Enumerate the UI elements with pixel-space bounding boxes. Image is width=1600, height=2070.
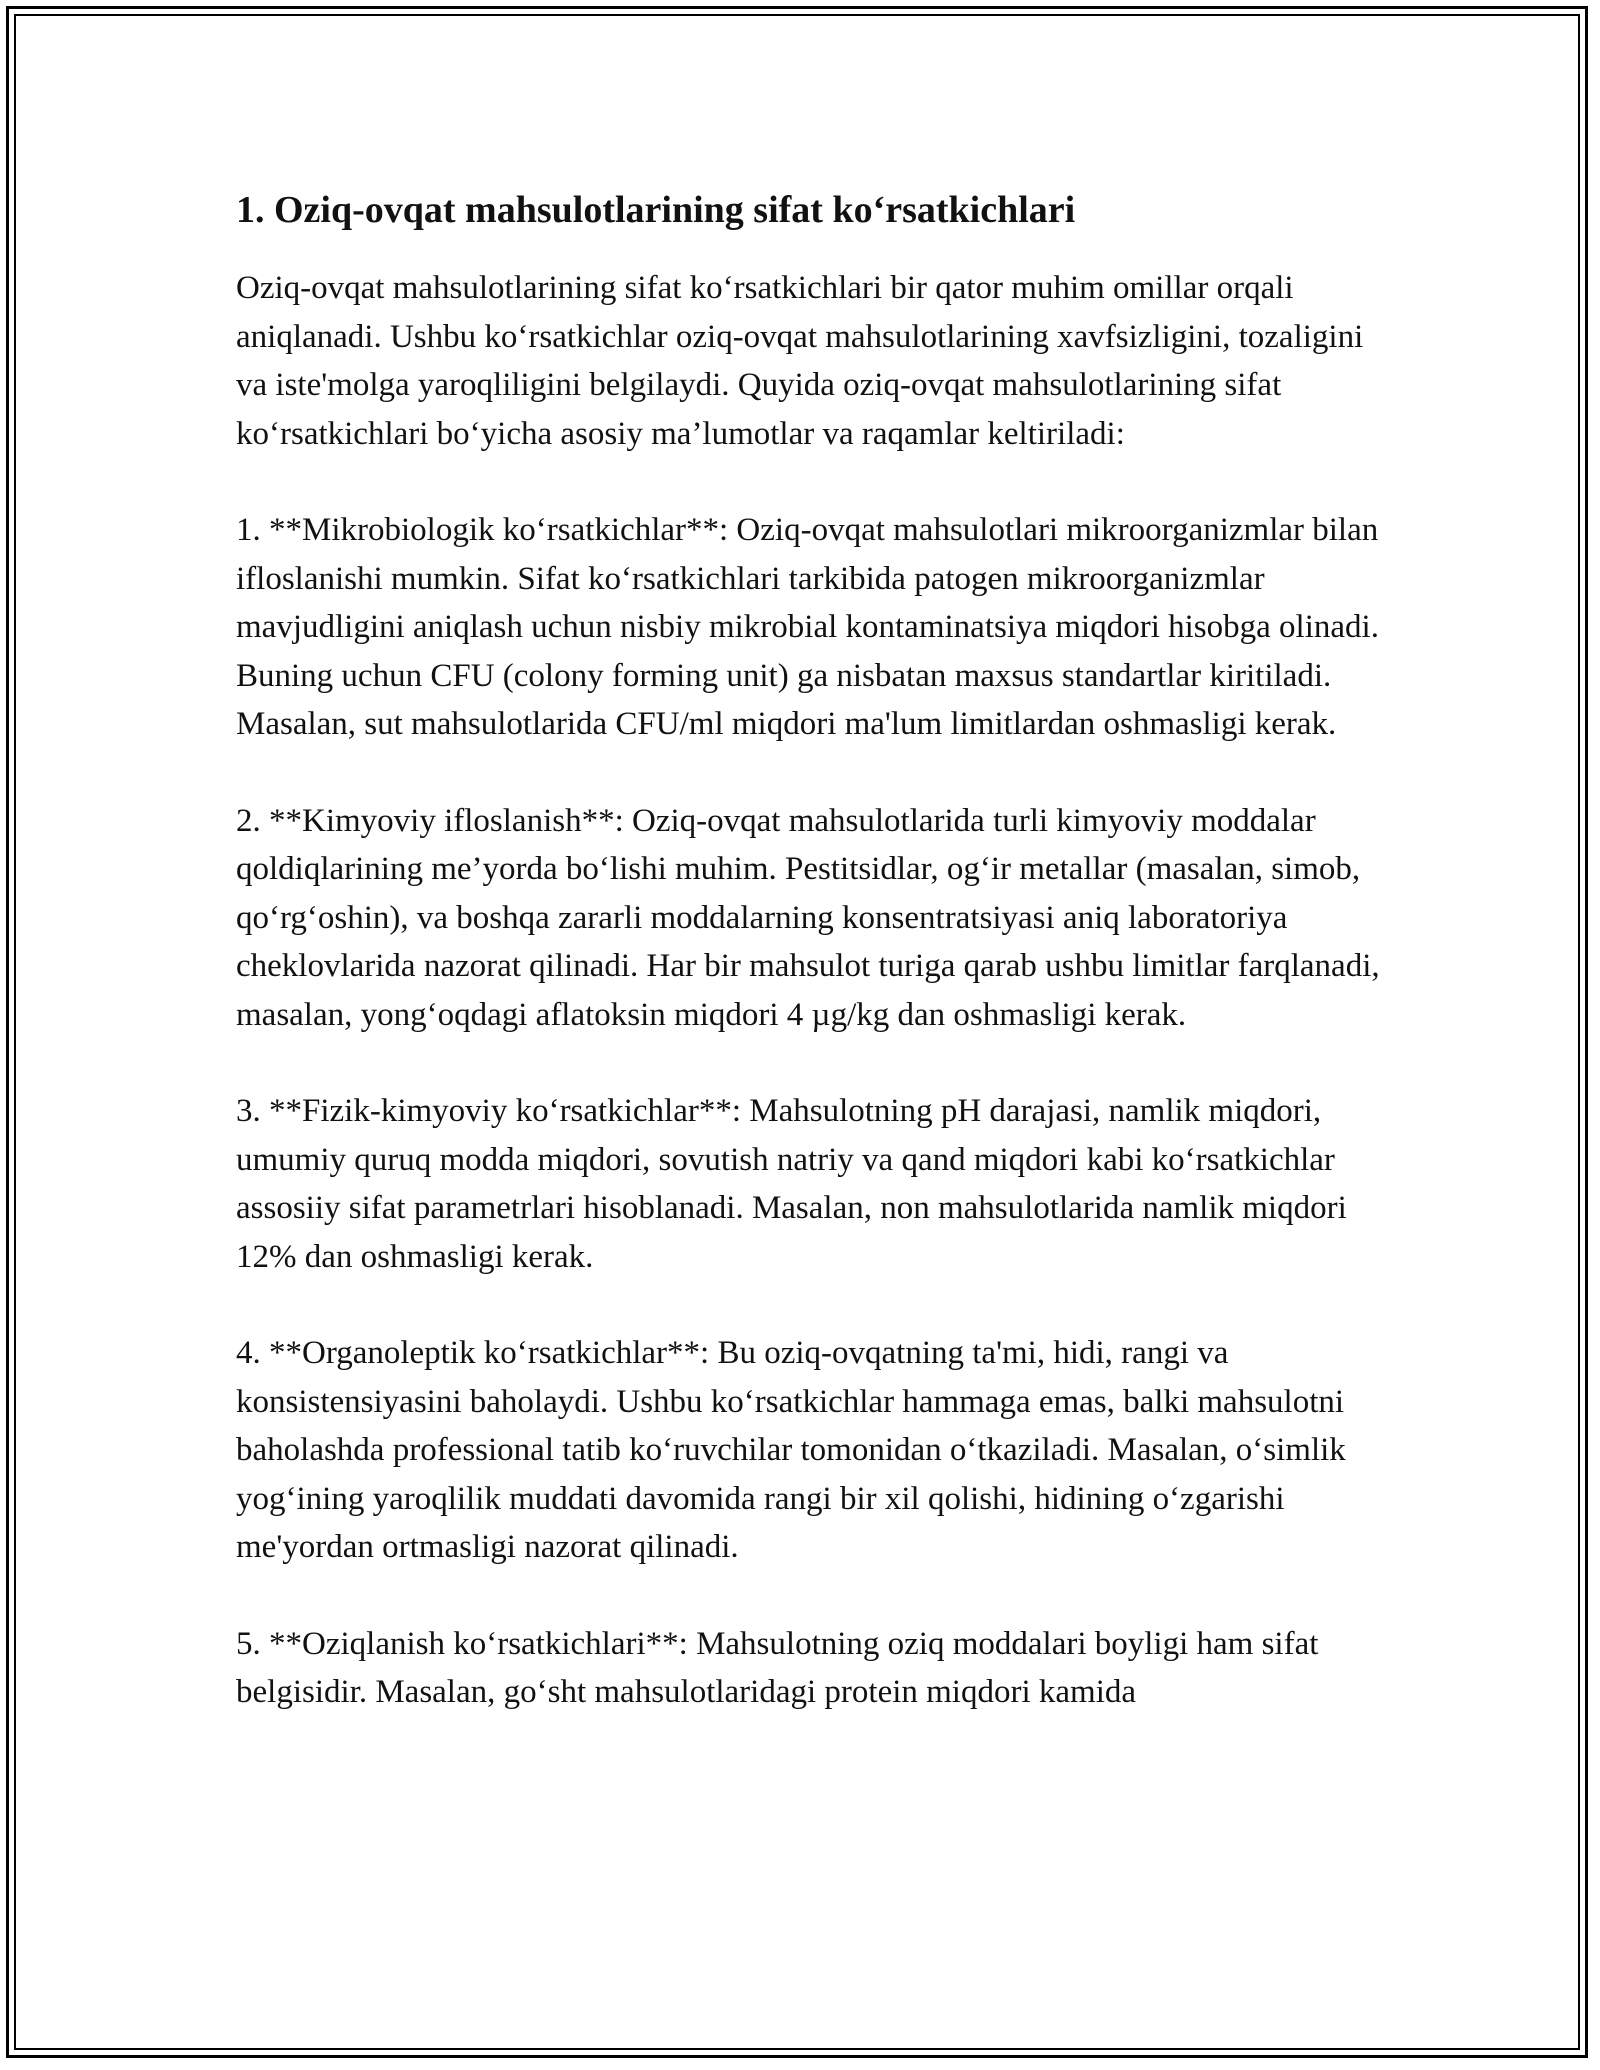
paragraph-microbiological: 1. **Mikrobiologik ko‘rsatkichlar**: Oziq-ovqat mahsulotlari mikroorganizmlar bilan ifloslanishi mumkin. Sifat ko‘rsatkichlari tarkibida patogen mikroorganizmlar mavjudligini aniqlash uchun nisbiy mikrobial kontaminatsiya miqdori hisobga olinadi. Buning uchun CFU (colony forming unit) ga nisbatan maxsus standartlar kiritiladi. Masalan, sut mahsulotlarida CFU/ml miqdori ma'lum limitlardan oshmasligi kerak. xyxy=(236,512,1379,742)
paragraph-nutritional: 5. **Oziqlanish ko‘rsatkichlari**: Mahsulotning oziq moddalari boyligi ham sifat belgisidir. Masalan, go‘sht mahsulotlaridagi protein miqdori kamida xyxy=(236,1625,1319,1710)
document-body xyxy=(236,186,1386,1765)
paragraph-chemical: 2. **Kimyoviy ifloslanish**: Oziq-ovqat mahsulotlarida turli kimyoviy moddalar qoldiqlarining me’yorda bo‘lishi muhim. Pestitsidlar, og‘ir metallar (masalan, simob, qo‘rg‘oshin), va boshqa zararli moddalarning konsentratsiyasi aniq laboratoriya cheklovlarida nazorat qilinadi. Har bir mahsulot turiga qarab ushbu limitlar farqlanadi, masalan, yong‘oqdagi aflatoksin miqdori 4 µg/kg dan oshmasligi kerak. xyxy=(236,802,1380,1033)
paragraph-organoleptic: 4. **Organoleptik ko‘rsatkichlar**: Bu oziq-ovqatning ta'mi, hidi, rangi va konsistensiyasini baholaydi. Ushbu ko‘rsatkichlar hammaga emas, balki mahsulotni baholashda professional tatib ko‘ruvchilar tomonidan o‘tkaziladi. Masalan, o‘simlik yog‘ining yaroqlilik muddati davomida rangi bir xil qolishi, hidining o‘zgarishi me'yordan ortmasligi nazorat qilinadi. xyxy=(236,1335,1346,1565)
intro-paragraph: Oziq-ovqat mahsulotlarining sifat ko‘rsatkichlari bir qator muhim omillar orqali aniqlanadi. Ushbu ko‘rsatkichlar oziq-ovqat mahsulotlarining xavfsizligini, tozaligini va iste'molga yaroqliligini belgilaydi. Quyida oziq-ovqat mahsulotlarining sifat ko‘rsatkichlari bo‘yicha asosiy ma’lumotlar va raqamlar keltiriladi: xyxy=(236,270,1364,452)
document-title: 1. Oziq-ovqat mahsulotlarining sifat ko‘rsatkichlari xyxy=(236,189,1076,231)
paragraph-physicochemical: 3. **Fizik-kimyoviy ko‘rsatkichlar**: Mahsulotning pH darajasi, namlik miqdori, umumiy quruq modda miqdori, sovutish natriy va qand miqdori kabi ko‘rsatkichlar assosiiy sifat parametrlari hisoblanadi. Masalan, non mahsulotlarida namlik miqdori 12% dan oshmasligi kerak. xyxy=(236,1093,1347,1275)
